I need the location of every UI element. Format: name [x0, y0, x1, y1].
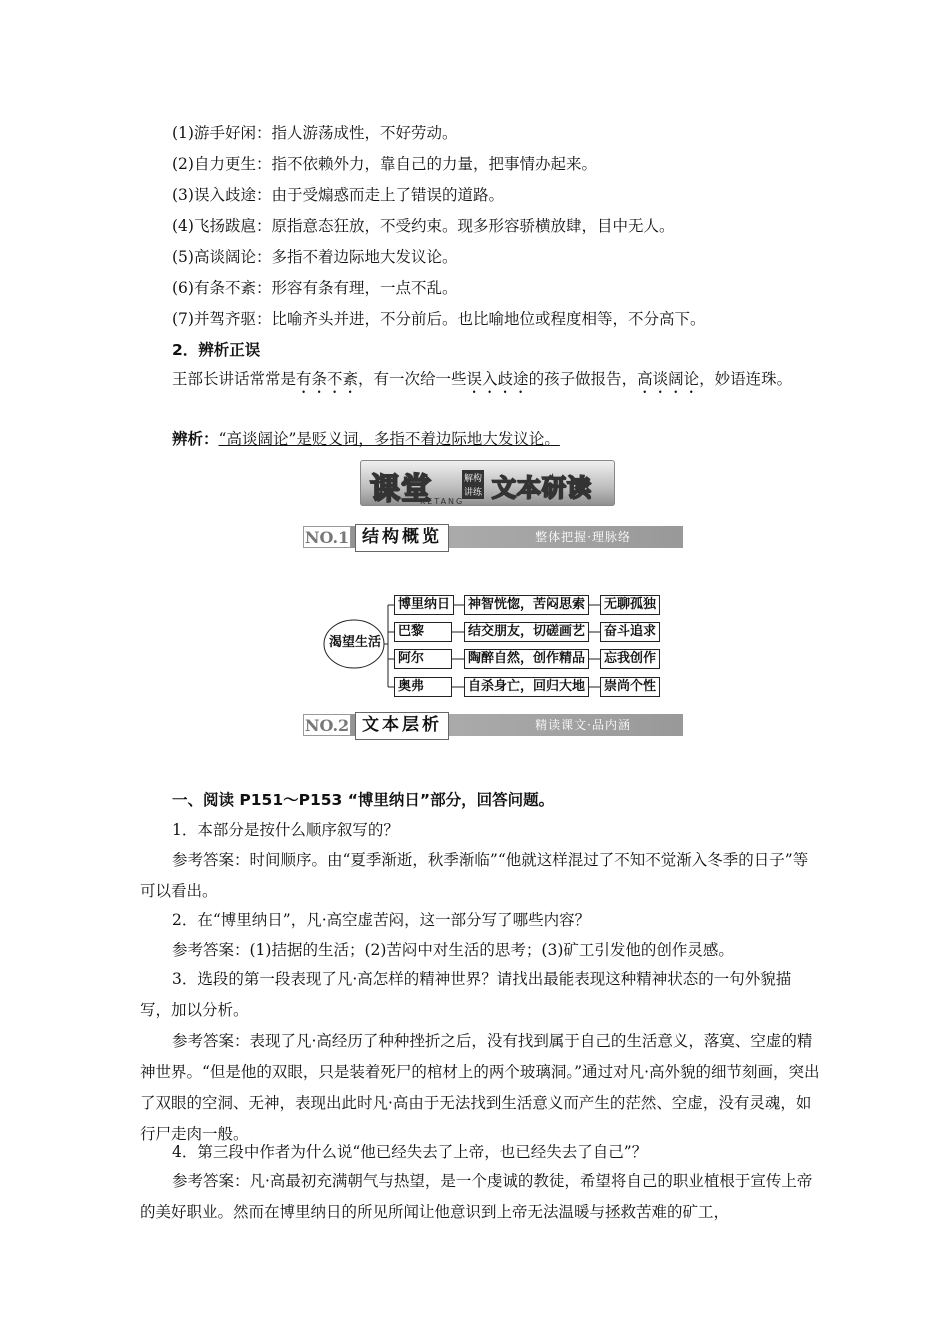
answer-2: 参考答案：(1)拮据的生活；(2)苦闷中对生活的思考；(3)矿工引发他的创作灵感。 [172, 941, 734, 959]
answer-1: 参考答案：时间顺序。由“夏季渐逝，秋季渐临”“他就这样混过了不知不觉渐入冬季的日子”等可以看出。 [140, 851, 809, 900]
no2-number: NO.2 [304, 716, 350, 735]
diagram-theme: 忘我创作 [600, 649, 660, 669]
no2-title: 文本层析 [355, 712, 449, 740]
sentence-part: 的孩子做报告， [528, 370, 638, 388]
idiom-7: (7)并驾齐驱：比喻齐头并进，不分前后。也比喻地位或程度相等，不分高下。 [172, 310, 706, 328]
sentence-part: ，妙语连珠。 [699, 370, 793, 388]
diagram-place: 阿尔 [394, 649, 452, 669]
idiom-5: (5)高谈阔论：多指不着边际地大发议论。 [172, 248, 458, 266]
idiom-4: (4)飞扬跋扈：原指意态狂放，不受约束。现多形容骄横放肆，目中无人。 [172, 217, 675, 235]
question-1: 1．本部分是按什么顺序叙写的？ [172, 821, 399, 839]
idiom-2: (2)自力更生：指不依赖外力，靠自己的力量，把事情办起来。 [172, 155, 597, 173]
sentence-part: 王部长讲话常常是 [172, 370, 297, 388]
banner-title-left: 课堂 [370, 472, 432, 507]
marked-idiom: 有条不紊 [296, 370, 359, 388]
idiom-3: (3)误入歧途：由于受煽惑而走上了错误的道路。 [172, 186, 504, 204]
idiom-1: (1)游手好闲：指人游荡成性，不好劳动。 [172, 124, 458, 142]
answer-4: 参考答案：凡·高最初充满朝气与热望，是一个虔诚的教徒，希望将自己的职业植根于宣传上帝的美好职业。然而在博里纳日的所见所闻让他意识到上帝无法温暖与拯救苦难的矿工， [140, 1172, 813, 1221]
answer-3: 参考答案：表现了凡·高经历了种种挫折之后，没有找到属于自己的生活意义，落寞、空虚的精神世界。“但是他的双眼，只是装着死尸的棺材上的两个玻璃洞。”通过对凡·高外貌的细节刻画，突出了双眼的空洞、无神，表现出此时凡·高由于无法找到生活意义而产生的茫然、空虚，没有灵魂，如行尸走肉一般。 [140, 1032, 820, 1143]
diagram-center: 渴望生活 [329, 635, 382, 650]
no2-bar [303, 714, 683, 736]
analysis-label: 辨析： [172, 430, 219, 448]
diagram-theme: 奋斗追求 [600, 622, 660, 642]
sentence-part: ，有一次给一些 [358, 370, 467, 388]
marked-idiom: 高谈阔论 [637, 370, 700, 388]
diagram-theme: 无聊孤独 [600, 595, 660, 615]
section-banner [360, 460, 615, 506]
diagram-place: 巴黎 [394, 622, 452, 642]
no1-title: 结构概览 [355, 524, 449, 552]
structure-diagram [322, 590, 662, 700]
analysis [172, 429, 560, 449]
no1-tag: 整体把握·理脉络 [535, 530, 631, 544]
question-2: 2．在“博里纳日”，凡·高空虚苦闷，这一部分写了哪些内容？ [172, 911, 591, 929]
question-4: 4．第三段中作者为什么说“他已经失去了上帝，也已经失去了自己”？ [172, 1143, 648, 1161]
diagram-place: 奥弗 [394, 677, 452, 697]
no2-tag: 精读课文·品内涵 [535, 718, 631, 732]
reading-heading: 一、阅读 P151～P153 “博里纳日”部分，回答问题。 [172, 791, 555, 809]
diagram-place: 博里纳日 [394, 595, 454, 615]
marked-idiom: 误入歧途 [466, 370, 529, 388]
diagram-event: 神智恍惚，苦闷思索 [464, 595, 589, 615]
banner-subtitle: KETANG [420, 497, 465, 506]
analysis-text: “高谈阔论”是贬义词，多指不着边际地大发议论。 [218, 430, 560, 448]
diagram-theme: 崇尚个性 [600, 677, 660, 697]
no1-bar [303, 526, 683, 548]
diagram-event: 陶醉自然，创作精品 [464, 649, 589, 669]
section-heading: 2．辨析正误 [172, 341, 261, 359]
diagram-event: 自杀身亡，回归大地 [464, 677, 589, 697]
diagram-event: 结交朋友，切磋画艺 [464, 622, 589, 642]
idiom-6: (6)有条不紊：形容有条有理，一点不乱。 [172, 279, 458, 297]
banner-mid-bottom: 讲练 [462, 484, 484, 499]
question-3: 3．选段的第一段表现了凡·高怎样的精神世界？请找出最能表现这种精神状态的一句外貌描写，加以分析。 [140, 970, 792, 1019]
no1-number: NO.1 [304, 528, 350, 547]
banner-mid-top: 解构 [462, 470, 484, 485]
exercise-sentence [140, 364, 820, 397]
banner-title-right: 文本研读 [492, 474, 592, 502]
